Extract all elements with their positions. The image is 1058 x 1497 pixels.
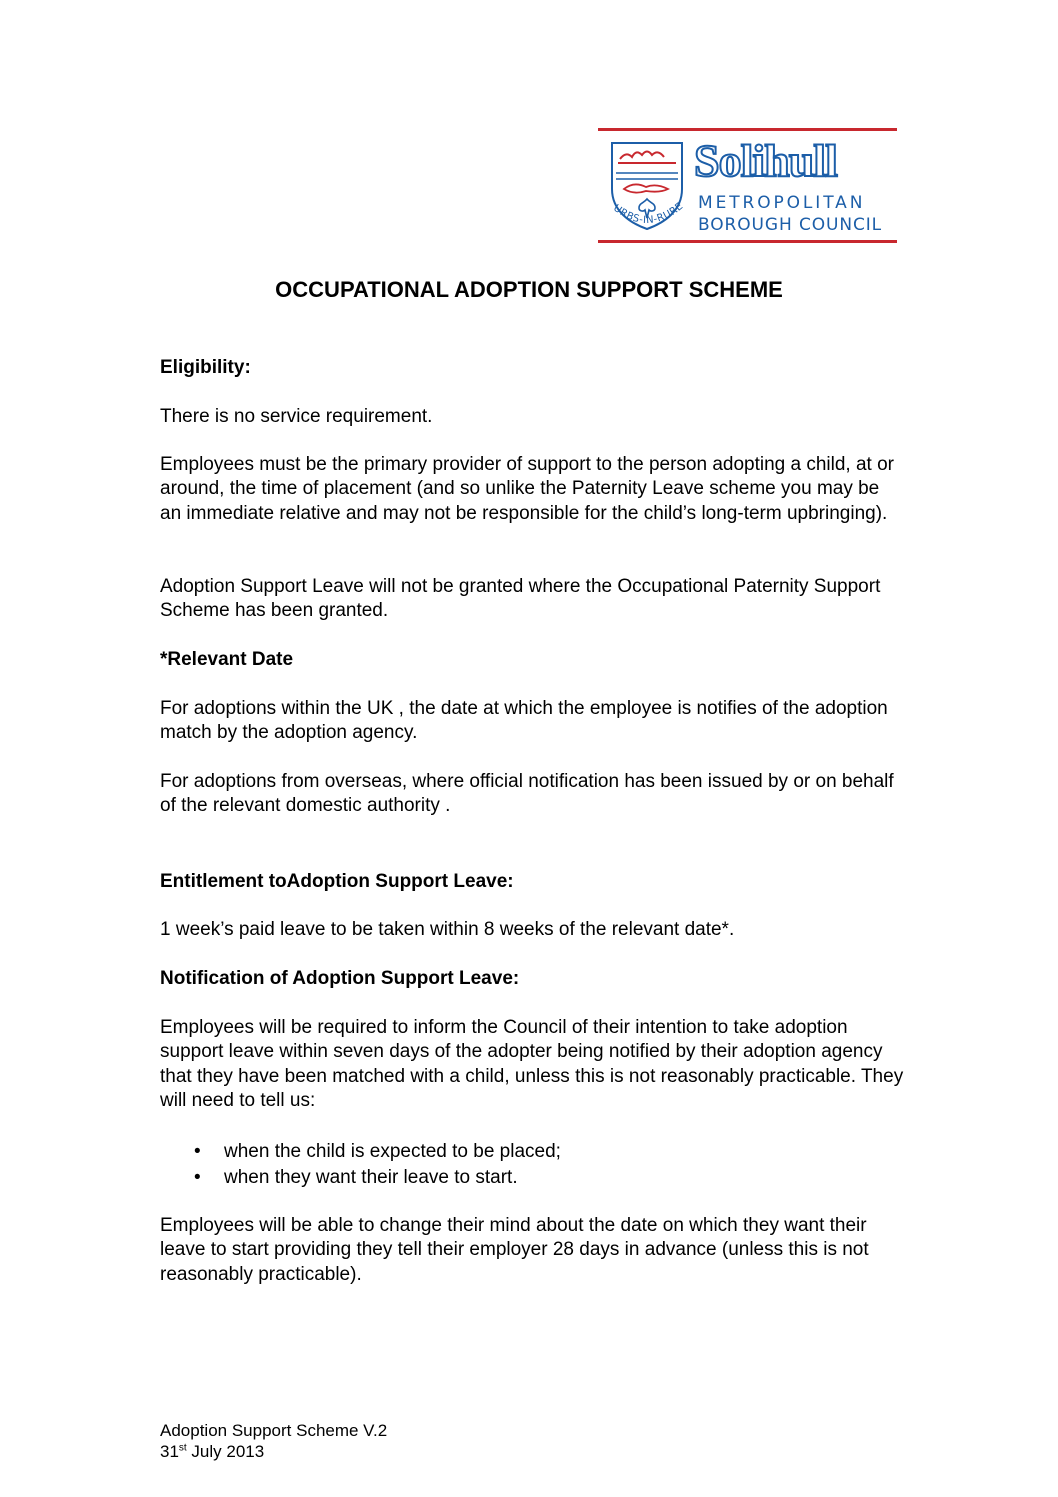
document-footer: [160, 1420, 387, 1462]
notification-paragraph-2: Employees will be able to change their mind about the date on which they want their leave to start providing they tell their employer 28 days in advance (unless this is not reasonably practicable).: [160, 1215, 869, 1285]
brand-line-borough-council: BOROUGH COUNCIL: [698, 215, 883, 235]
brand-name: Solihull: [694, 135, 837, 186]
notification-heading: Notification of Adoption Support Leave:: [160, 968, 520, 989]
list-item: • when they want their leave to start.: [190, 1165, 561, 1191]
entitlement-paragraph: 1 week’s paid leave to be taken within 8 weeks of the relevant date*.: [160, 919, 735, 940]
eligibility-paragraph-2: Employees must be the primary provider of support to the person adopting a child, at or around, the time of placement (and so unlike the Paternity Leave scheme you may be an immediate relative and may not be responsible for the child’s long-term upbringing).: [160, 454, 895, 524]
page-title: OCCUPATIONAL ADOPTION SUPPORT SCHEME: [275, 277, 783, 302]
list-item: • when the child is expected to be placed;: [190, 1139, 561, 1165]
bullet-icon: •: [194, 1141, 201, 1162]
crest-motto: [598, 193, 696, 243]
relevant-date-heading: *Relevant Date: [160, 649, 294, 670]
footer-version: Adoption Support Scheme V.2: [160, 1421, 388, 1440]
eligibility-paragraph-1: There is no service requirement.: [160, 406, 433, 427]
council-logo: [598, 128, 897, 243]
relevant-date-paragraph-2: For adoptions from overseas, where official notification has been issued by or on behalf of the relevant domestic authority .: [160, 771, 894, 817]
notification-bullet-list: [190, 1139, 561, 1191]
svg-text:URBS-IN-RURE: URBS-IN-RURE: [611, 200, 686, 227]
footer-date: 31st July 2013: [160, 1442, 265, 1461]
brand-line-metropolitan: METROPOLITAN: [698, 193, 866, 213]
entitlement-heading: Entitlement toAdoption Support Leave:: [160, 871, 514, 892]
eligibility-paragraph-3: Adoption Support Leave will not be granted where the Occupational Paternity Support Scheme has been granted.: [160, 576, 881, 622]
notification-paragraph-1: Employees will be required to inform the Council of their intention to take adoption support leave within seven days of the adopter being notified by their adoption agency that they have been matched with a child, unless this is not reasonably practicable. They will need to tell us:: [160, 1017, 904, 1112]
relevant-date-paragraph-1: For adoptions within the UK , the date at which the employee is notifies of the adoption match by the adoption agency.: [160, 698, 888, 744]
eligibility-heading: Eligibility:: [160, 357, 251, 378]
bullet-icon: •: [194, 1167, 201, 1188]
